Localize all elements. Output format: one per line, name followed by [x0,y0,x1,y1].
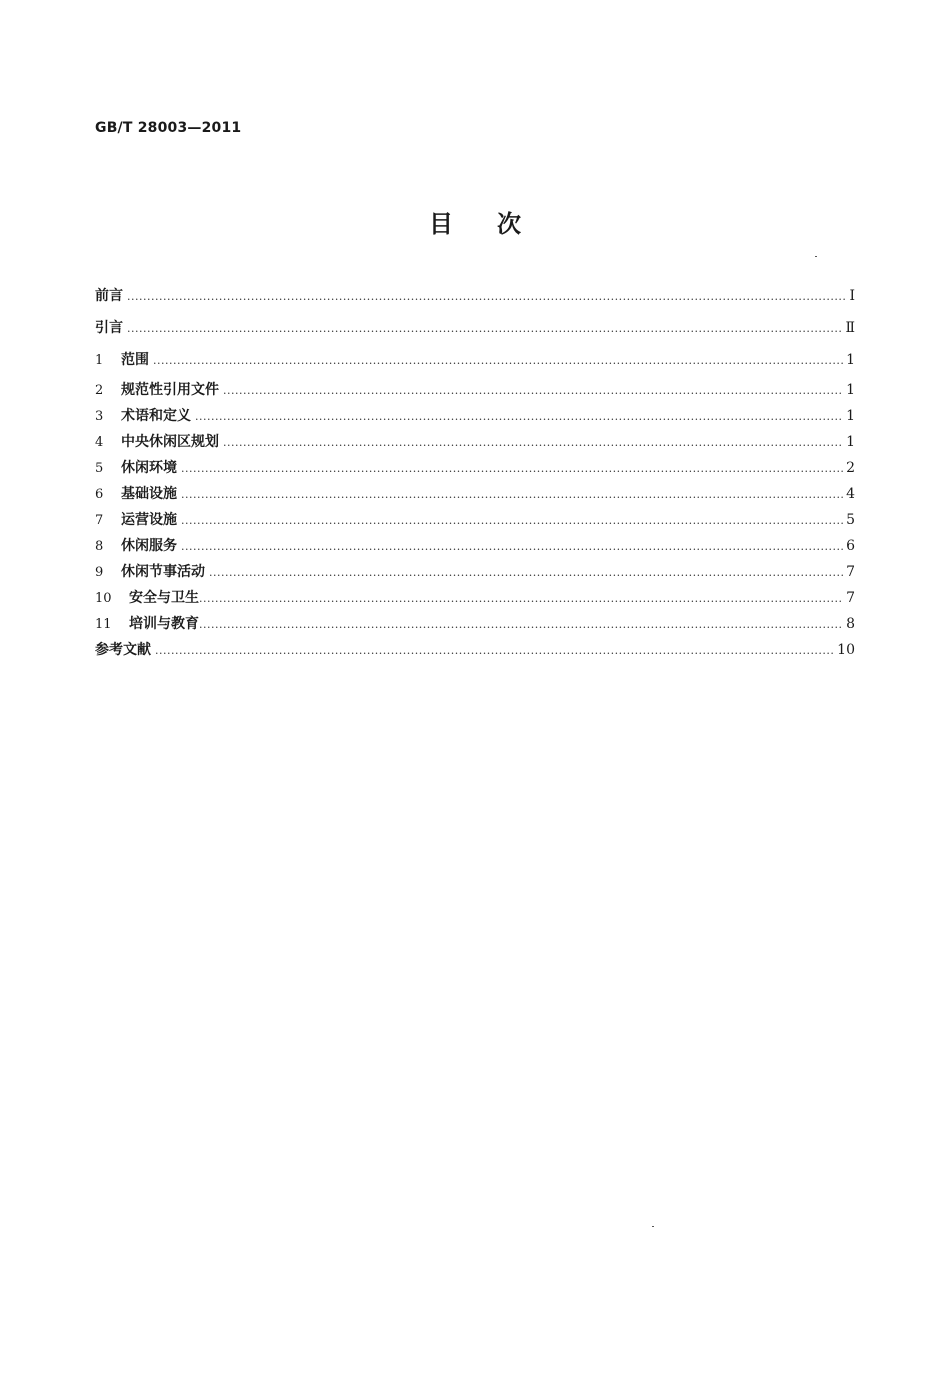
toc-entry-label: 基础设施 [121,486,177,502]
toc-entry-page: 6 [846,538,855,554]
toc-entry[interactable] [95,562,855,582]
toc-leader-dots [223,381,843,401]
toc-entry-number: 7 [95,513,104,528]
toc-entry[interactable] [95,318,855,338]
toc-entry[interactable] [95,484,855,504]
toc-entry-page: 5 [846,512,855,528]
toc-entry-page: 7 [846,590,855,606]
toc-entry-number: 6 [95,487,104,502]
toc-entry-page: 4 [846,486,855,502]
toc-leader-dots [181,459,843,479]
toc-entry[interactable] [95,406,855,426]
toc-title: 目次 [429,210,565,238]
toc-entry-number: 5 [95,461,104,476]
toc-entry[interactable] [95,458,855,478]
toc-leader-dots [209,563,843,583]
scan-speck [652,1226,654,1227]
toc-entry-page: Ⅱ [845,320,855,336]
toc-entry-page: 1 [846,352,855,368]
toc-entry[interactable] [95,588,855,608]
toc-leader-dots [181,485,843,505]
toc-entry-page: 7 [846,564,855,580]
toc-entry-label: 范围 [121,352,149,368]
toc-entry-label: 参考文献 [95,642,151,658]
toc-entry-label: 引言 [95,320,123,336]
toc-entry-page: Ⅰ [849,288,855,304]
toc-entry-label: 培训与教育 [129,616,199,632]
toc-entry[interactable] [95,432,855,452]
toc-leader-dots [199,589,843,609]
toc-entry-number: 9 [95,565,104,580]
toc-leader-dots [199,615,843,635]
toc-entry-page: 1 [846,434,855,450]
toc-entry-label: 术语和定义 [121,408,191,424]
toc-entry-number: 4 [95,435,104,450]
toc-entry-page: 1 [846,408,855,424]
toc-leader-dots [127,287,846,307]
toc-leader-dots [195,407,843,427]
toc-leader-dots [155,641,834,661]
toc-entry-label: 中央休闲区规划 [121,434,219,450]
toc-entry-number: 3 [95,409,104,424]
toc-entry-page: 2 [846,460,855,476]
toc-entry[interactable] [95,380,855,400]
toc-leader-dots [181,511,843,531]
toc-entry-number: 2 [95,383,104,398]
toc-leader-dots [181,537,843,557]
toc-entry-page: 1 [846,382,855,398]
toc-entry[interactable] [95,510,855,530]
toc-leader-dots [127,319,842,339]
toc-entry-label: 安全与卫生 [129,590,199,606]
toc-entry-number: 8 [95,539,104,554]
toc-entry-number: 10 [95,591,112,606]
toc-entry-number: 1 [95,353,104,368]
toc-leader-dots [153,351,843,371]
toc-entry-label: 规范性引用文件 [121,382,219,398]
toc-entry[interactable] [95,640,855,660]
toc-entry-page: 8 [846,616,855,632]
toc-entry-number: 11 [95,617,112,632]
toc-entry[interactable] [95,614,855,634]
standard-code: GB/T 28003—2011 [95,120,242,136]
toc-entry[interactable] [95,536,855,556]
toc-leader-dots [223,433,843,453]
toc-entry-page: 10 [837,642,855,658]
scan-speck [815,256,817,257]
toc-entry-label: 休闲节事活动 [121,564,205,580]
toc-entry-label: 休闲环境 [121,460,177,476]
toc-entry-label: 前言 [95,288,123,304]
toc-entry[interactable] [95,286,855,306]
toc-entry-label: 运营设施 [121,512,177,528]
toc-entry[interactable] [95,350,855,370]
toc-entry-label: 休闲服务 [121,538,177,554]
